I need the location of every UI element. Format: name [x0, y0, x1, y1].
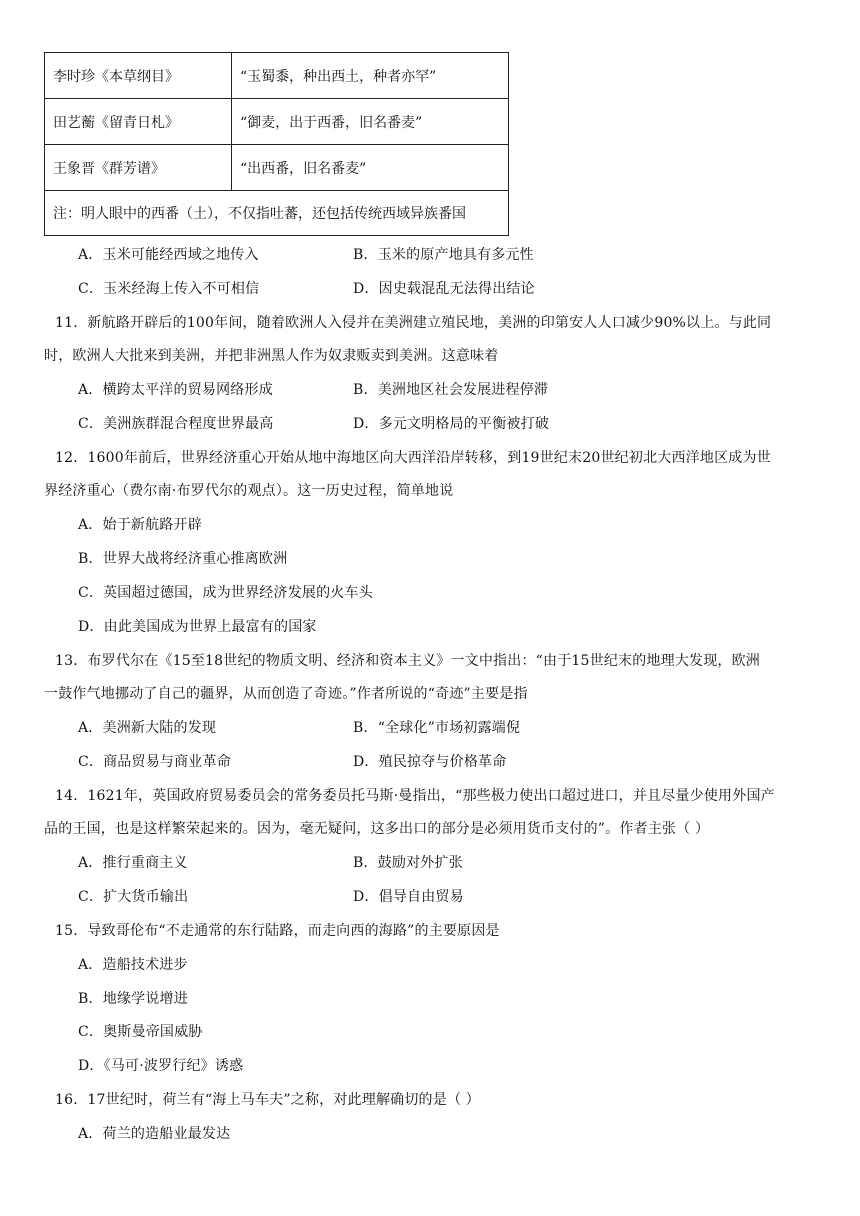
quote-cell: “出西番，旧名番麦”: [232, 145, 509, 191]
q10-option-d[interactable]: D．因史载混乱无法得出结论: [353, 281, 535, 297]
q14-option-b[interactable]: B．鼓励对外扩张: [353, 855, 463, 871]
q11-stem-line1: 11．新航路开辟后的100年间，随着欧洲人入侵并在美洲建立殖民地，美洲的印第安人人口减少90%以上。与此同: [55, 315, 772, 331]
q11-option-d[interactable]: D．多元文明格局的平衡被打破: [353, 416, 550, 432]
q16-stem-line1: 16．17世纪时，荷兰有“海上马车夫”之称，对此理解确切的是（ ）: [55, 1092, 480, 1108]
quote-cell: “玉蜀黍，种出西土，种者亦罕”: [232, 53, 509, 99]
q13-option-d[interactable]: D．殖民掠夺与价格革命: [353, 754, 507, 770]
q11-option-a[interactable]: A．横跨太平洋的贸易网络形成: [78, 382, 273, 398]
table-row: [45, 53, 509, 99]
q11-option-b[interactable]: B．美洲地区社会发展进程停滞: [353, 382, 549, 398]
book-cell: 王象晋《群芳谱》: [45, 145, 232, 191]
table-row: [45, 99, 509, 145]
q15-option-d[interactable]: D．《马可·波罗行纪》诱惑: [78, 1058, 244, 1074]
q12-option-a[interactable]: A．始于新航路开辟: [78, 517, 202, 533]
table-note-row: [45, 191, 509, 236]
q15-option-c[interactable]: C．奥斯曼帝国威胁: [78, 1024, 203, 1040]
book-cell: 田艺蘅《留青日札》: [45, 99, 232, 145]
q12-option-c[interactable]: C．英国超过德国，成为世界经济发展的火车头: [78, 585, 373, 601]
q15-option-b[interactable]: B．地缘学说增进: [78, 991, 188, 1007]
q11-stem-line2: 时，欧洲人大批来到美洲，并把非洲黑人作为奴隶贩卖到美洲。这意味着: [44, 348, 499, 364]
q14-option-c[interactable]: C．扩大货币输出: [78, 889, 189, 905]
q13-option-a[interactable]: A．美洲新大陆的发现: [78, 720, 217, 736]
q15-option-a[interactable]: A．造船技术进步: [78, 957, 188, 973]
q14-option-a[interactable]: A．推行重商主义: [78, 855, 188, 871]
q13-option-c[interactable]: C．商品贸易与商业革命: [78, 754, 231, 770]
source-table: [44, 52, 509, 236]
q10-option-c[interactable]: C．玉米经海上传入不可相信: [78, 281, 260, 297]
q16-option-a[interactable]: A．荷兰的造船业最发达: [78, 1126, 231, 1142]
q12-stem-line2: 界经济重心（费尔南·布罗代尔的观点）。这一历史过程，简单地说: [44, 483, 454, 499]
quote-cell: “御麦，出于西番，旧名番麦”: [232, 99, 509, 145]
q12-stem-line1: 12．1600年前后，世界经济重心开始从地中海地区向大西洋沿岸转移，到19世纪末20世纪初北大西洋地区成为世: [55, 450, 771, 466]
book-cell: 李时珍《本草纲目》: [45, 53, 232, 99]
q10-option-a[interactable]: A．玉米可能经西域之地传入: [78, 247, 259, 263]
q15-stem-line1: 15．导致哥伦布“不走通常的东行陆路，而走向西的海路”的主要原因是: [55, 923, 500, 939]
q13-option-b[interactable]: B．“全球化”市场初露端倪: [353, 720, 521, 736]
q14-stem-line2: 品的王国，也是这样繁荣起来的。因为，毫无疑问，这多出口的部分是必须用货币支付的”。作者主张（ ）: [44, 821, 710, 837]
q14-option-d[interactable]: D．倡导自由贸易: [353, 889, 464, 905]
q13-stem-line2: 一鼓作气地挪动了自己的疆界，从而创造了奇迹。”作者所说的“奇迹”主要是指: [44, 686, 528, 702]
q14-stem-line1: 14．1621年，英国政府贸易委员会的常务委员托马斯·曼指出，“那些极力使出口超过进口，并且尽量少使用外国产: [55, 788, 775, 804]
q11-option-c[interactable]: C．美洲族群混合程度世界最高: [78, 416, 274, 432]
table-row: [45, 145, 509, 191]
table-note: 注：明人眼中的西番（土），不仅指吐蕃，还包括传统西域异族番国: [45, 191, 509, 236]
q10-option-b[interactable]: B．玉米的原产地具有多元性: [353, 247, 534, 263]
q12-option-d[interactable]: D．由此美国成为世界上最富有的国家: [78, 619, 317, 635]
q12-option-b[interactable]: B．世界大战将经济重心推离欧洲: [78, 551, 288, 567]
q13-stem-line1: 13．布罗代尔在《15至18世纪的物质文明、经济和资本主义》一文中指出：“由于15世纪末的地理大发现，欧洲: [55, 653, 761, 669]
